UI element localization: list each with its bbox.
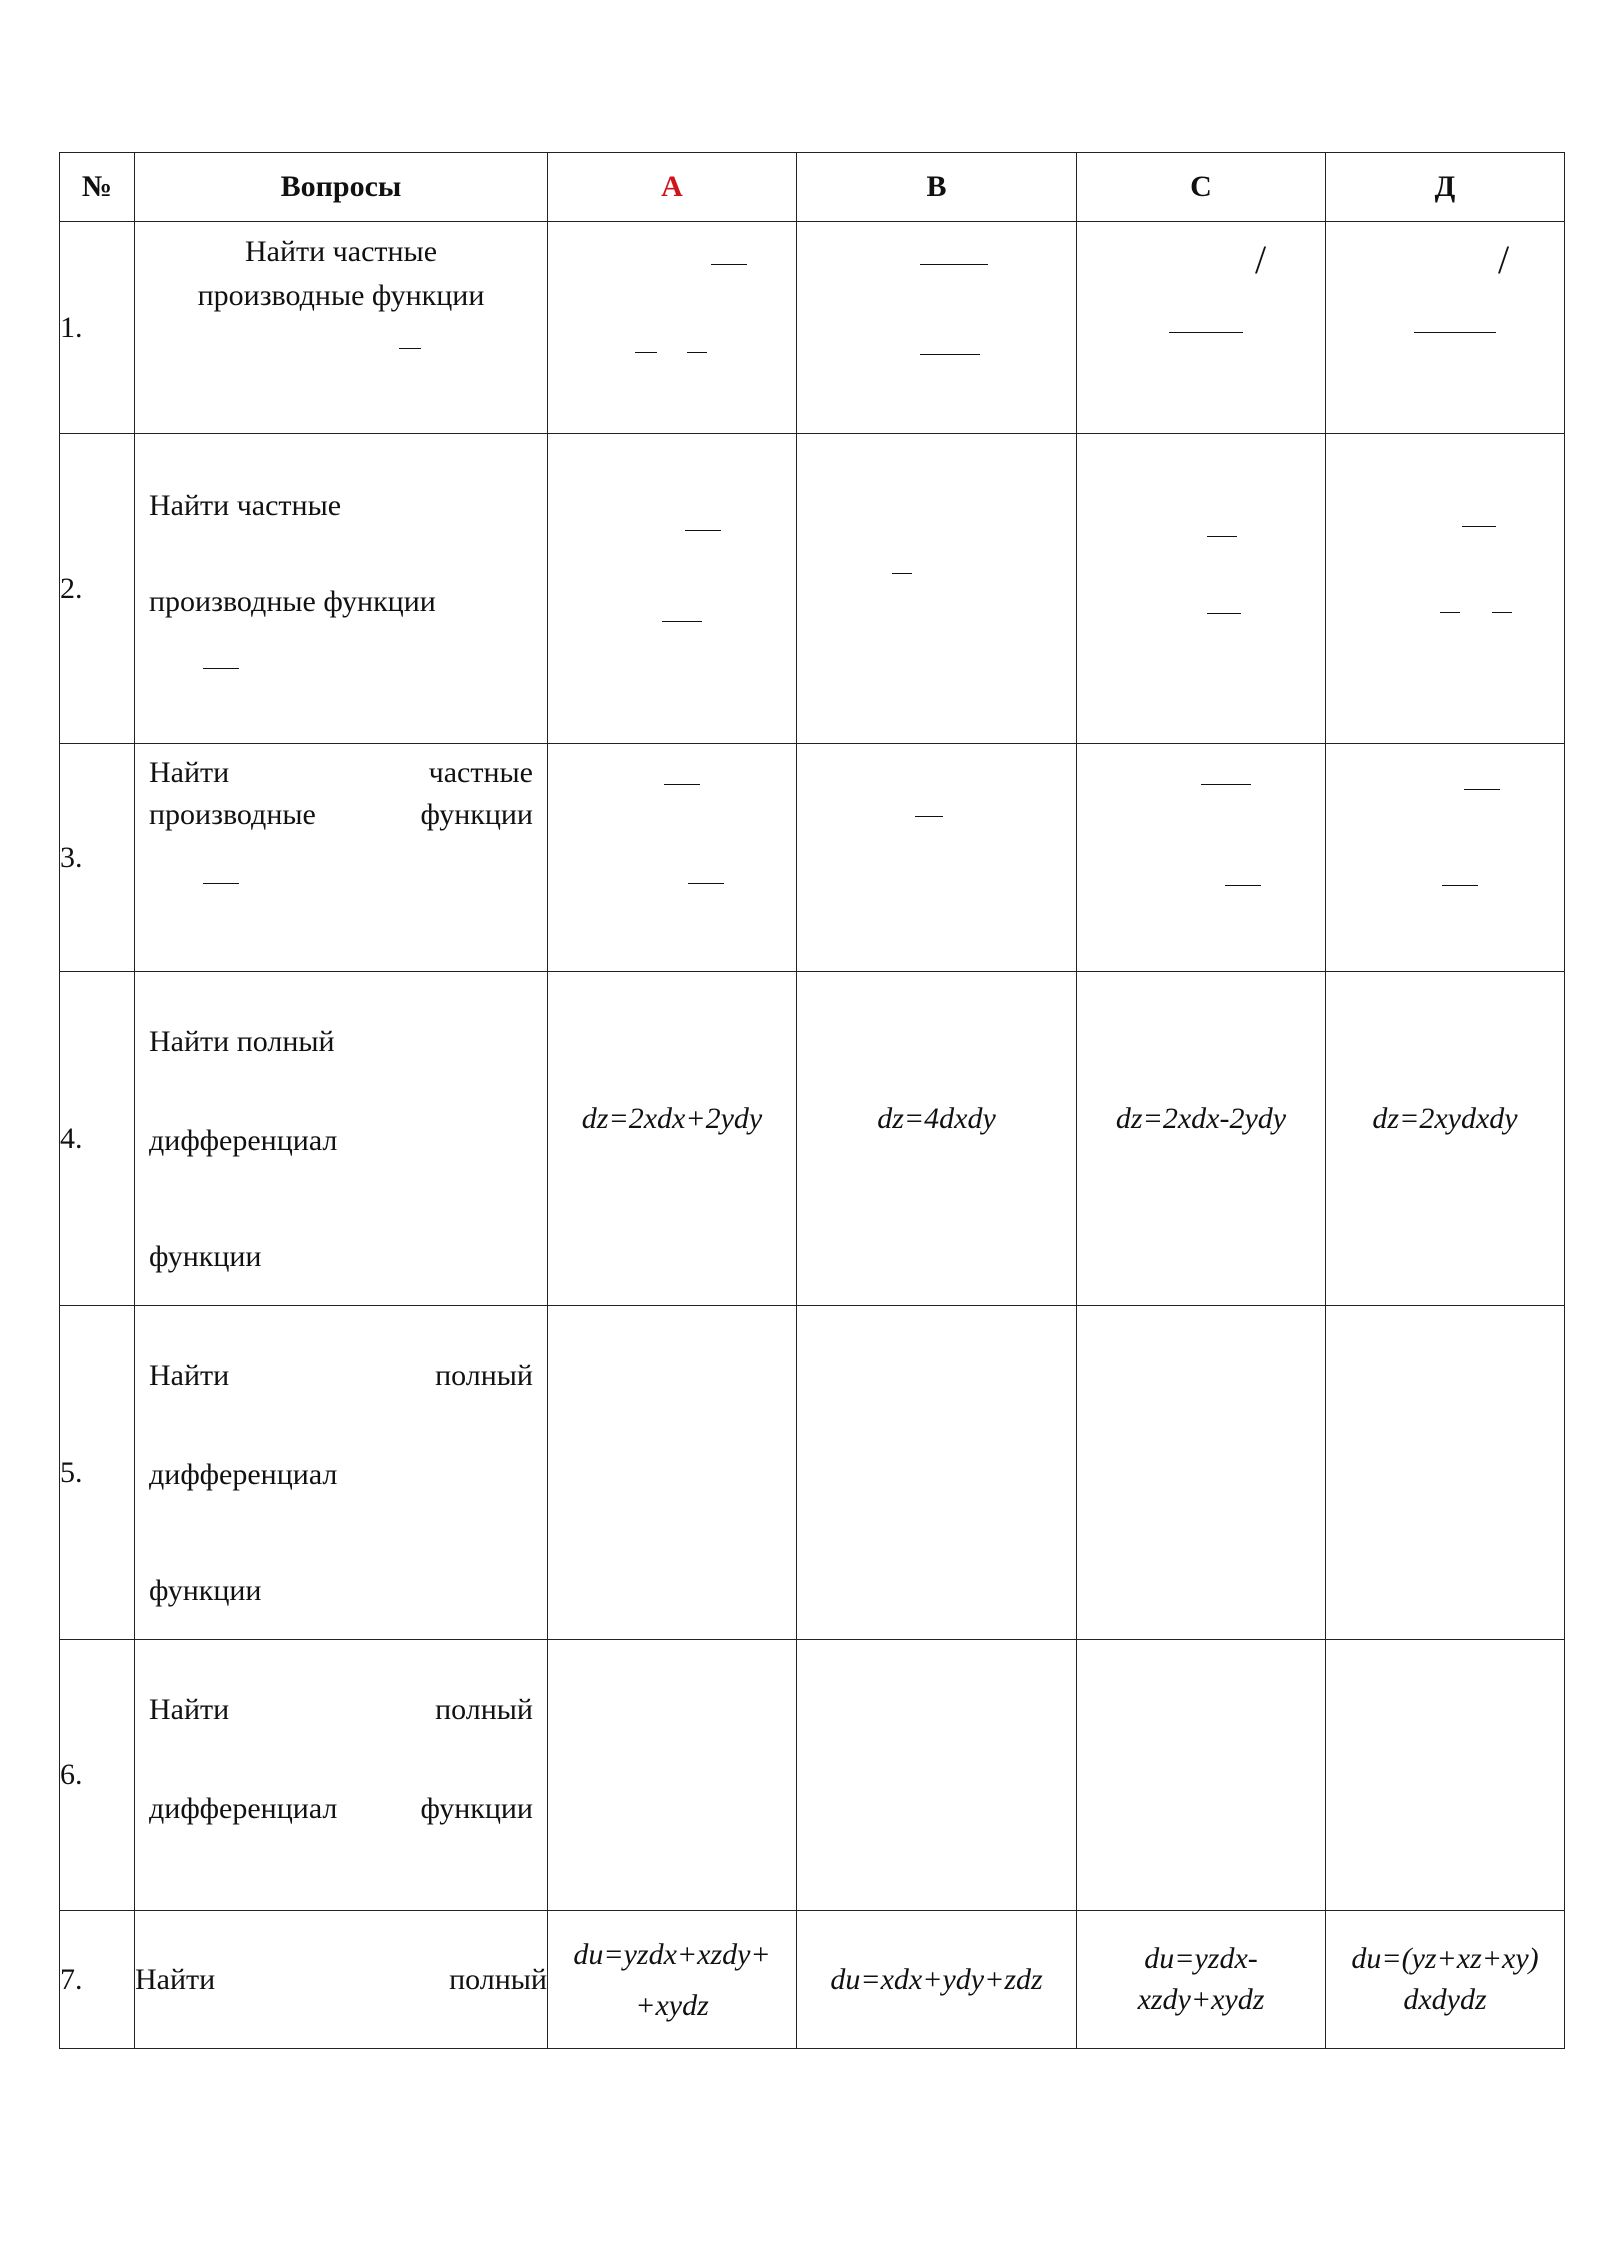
question-cell [135, 222, 548, 434]
answer-cell-d [1326, 744, 1565, 972]
question-word: дифференциал [149, 1792, 338, 1825]
fraction-bar [1207, 536, 1237, 537]
question-word: функции [420, 1792, 533, 1825]
question-word: Найти [149, 1359, 230, 1392]
question-line: функции [149, 1574, 262, 1607]
question-line [149, 752, 533, 794]
fraction-bar [1225, 885, 1261, 886]
answer-a [548, 1306, 797, 1640]
question-line: дифференциал [149, 1458, 338, 1491]
fraction-bar [1440, 612, 1460, 613]
answer-c [1077, 1911, 1326, 2049]
slash-glyph: / [1255, 237, 1267, 282]
question-word: Найти [149, 756, 230, 789]
answer-c [1077, 1640, 1326, 1911]
question-cell [135, 1640, 548, 1911]
answer-cell-a [548, 434, 797, 744]
fraction-bar [635, 352, 657, 353]
answer-cell-c [1077, 434, 1326, 744]
answer-a [548, 1640, 797, 1911]
answer-b: du=xdx+ydy+zdz [797, 1911, 1077, 2049]
fraction-bar [203, 883, 239, 884]
row-number: 1. [60, 222, 135, 434]
answer-line: xzdy+xydz [1137, 1982, 1265, 2016]
header-option-c: C [1077, 153, 1326, 222]
fraction-bar [662, 621, 702, 622]
fraction-bar [1464, 789, 1500, 790]
answer-b [797, 1640, 1077, 1911]
question-word: полный [435, 1359, 533, 1392]
fraction-bar [1169, 332, 1243, 333]
table-row [60, 434, 1565, 744]
answer-line: du=yzdx+xzdy+ [573, 1937, 771, 1971]
table-row [60, 744, 1565, 972]
question-line: производные функции [197, 278, 485, 312]
fraction-bar [915, 816, 943, 817]
table-row [60, 1640, 1565, 1911]
row-number: 5. [60, 1306, 135, 1640]
question-line [149, 1787, 533, 1831]
question-word: Найти [149, 1693, 230, 1726]
fraction-bar [892, 573, 912, 574]
answer-cell-d [1326, 222, 1565, 434]
answer-b [797, 1306, 1077, 1640]
question-line: производные функции [149, 585, 436, 618]
answer-d [1326, 1911, 1565, 2049]
answer-cell-b [797, 744, 1077, 972]
fraction-bar [1201, 784, 1251, 785]
fraction-bar [664, 784, 700, 785]
answer-cell-c [1077, 744, 1326, 972]
question-word: функции [420, 798, 533, 831]
fraction-bar [920, 354, 980, 355]
answer-line: dxdydz [1403, 1982, 1487, 2016]
question-line: Найти частные [244, 235, 438, 268]
table-row [60, 222, 1565, 434]
header-option-d: Д [1326, 153, 1565, 222]
question-cell [135, 744, 548, 972]
question-word: производные [149, 798, 316, 831]
answer-c [1077, 1306, 1326, 1640]
question-line [149, 1354, 533, 1398]
answer-cell-c [1077, 222, 1326, 434]
row-number: 4. [60, 972, 135, 1306]
answer-line: du=yzdx- [1144, 1942, 1258, 1975]
header-number: № [60, 153, 135, 222]
header-option-a: A [548, 153, 797, 222]
answer-d [1326, 1306, 1565, 1640]
fraction-bar [711, 264, 747, 265]
table-row [60, 1911, 1565, 2049]
fraction-bar [399, 348, 421, 349]
question-word: полный [449, 1962, 547, 1996]
row-number: 2. [60, 434, 135, 744]
question-cell [135, 434, 548, 744]
question-word: частные [428, 756, 533, 789]
quiz-table [59, 152, 1565, 2049]
question-cell [135, 1306, 548, 1640]
fraction-bar [1462, 526, 1496, 527]
fraction-bar [203, 668, 239, 669]
fraction-bar [1207, 613, 1241, 614]
table-row [60, 972, 1565, 1306]
question-line: дифференциал [149, 1124, 338, 1157]
question-line: Найти частные [149, 489, 342, 522]
question-line [135, 1958, 547, 2002]
header-questions: Вопросы [135, 153, 548, 222]
row-number: 3. [60, 744, 135, 972]
fraction-bar [685, 530, 721, 531]
question-line: функции [149, 1240, 262, 1273]
question-line: Найти полный [149, 1025, 335, 1058]
fraction-bar [688, 883, 724, 884]
answer-cell-b [797, 434, 1077, 744]
answer-line: du=(yz+xz+xy) [1351, 1942, 1539, 1975]
row-number: 6. [60, 1640, 135, 1911]
fraction-bar [1414, 332, 1496, 333]
question-cell [135, 972, 548, 1306]
fraction-bar [920, 264, 988, 265]
answer-c: dz=2xdx-2ydy [1077, 972, 1326, 1306]
answer-cell-a [548, 744, 797, 972]
header-option-b: B [797, 153, 1077, 222]
answer-cell-d [1326, 434, 1565, 744]
row-number: 7. [60, 1911, 135, 2049]
answer-line: +xydz [635, 1988, 709, 2022]
question-cell [135, 1911, 548, 2049]
question-word: Найти [135, 1962, 216, 1996]
answer-a [548, 1911, 797, 2049]
answer-cell-b [797, 222, 1077, 434]
answer-cell-a [548, 222, 797, 434]
question-word: полный [435, 1693, 533, 1726]
answer-b: dz=4dxdy [797, 972, 1077, 1306]
header-row [60, 153, 1565, 222]
question-line [149, 794, 533, 836]
slash-glyph: / [1498, 237, 1510, 282]
question-line [149, 1688, 533, 1732]
fraction-bar [1492, 612, 1512, 613]
fraction-bar [687, 352, 707, 353]
answer-d: dz=2xydxdy [1326, 972, 1565, 1306]
table-row [60, 1306, 1565, 1640]
fraction-bar [1442, 885, 1478, 886]
answer-d [1326, 1640, 1565, 1911]
answer-a: dz=2xdx+2ydy [548, 972, 797, 1306]
